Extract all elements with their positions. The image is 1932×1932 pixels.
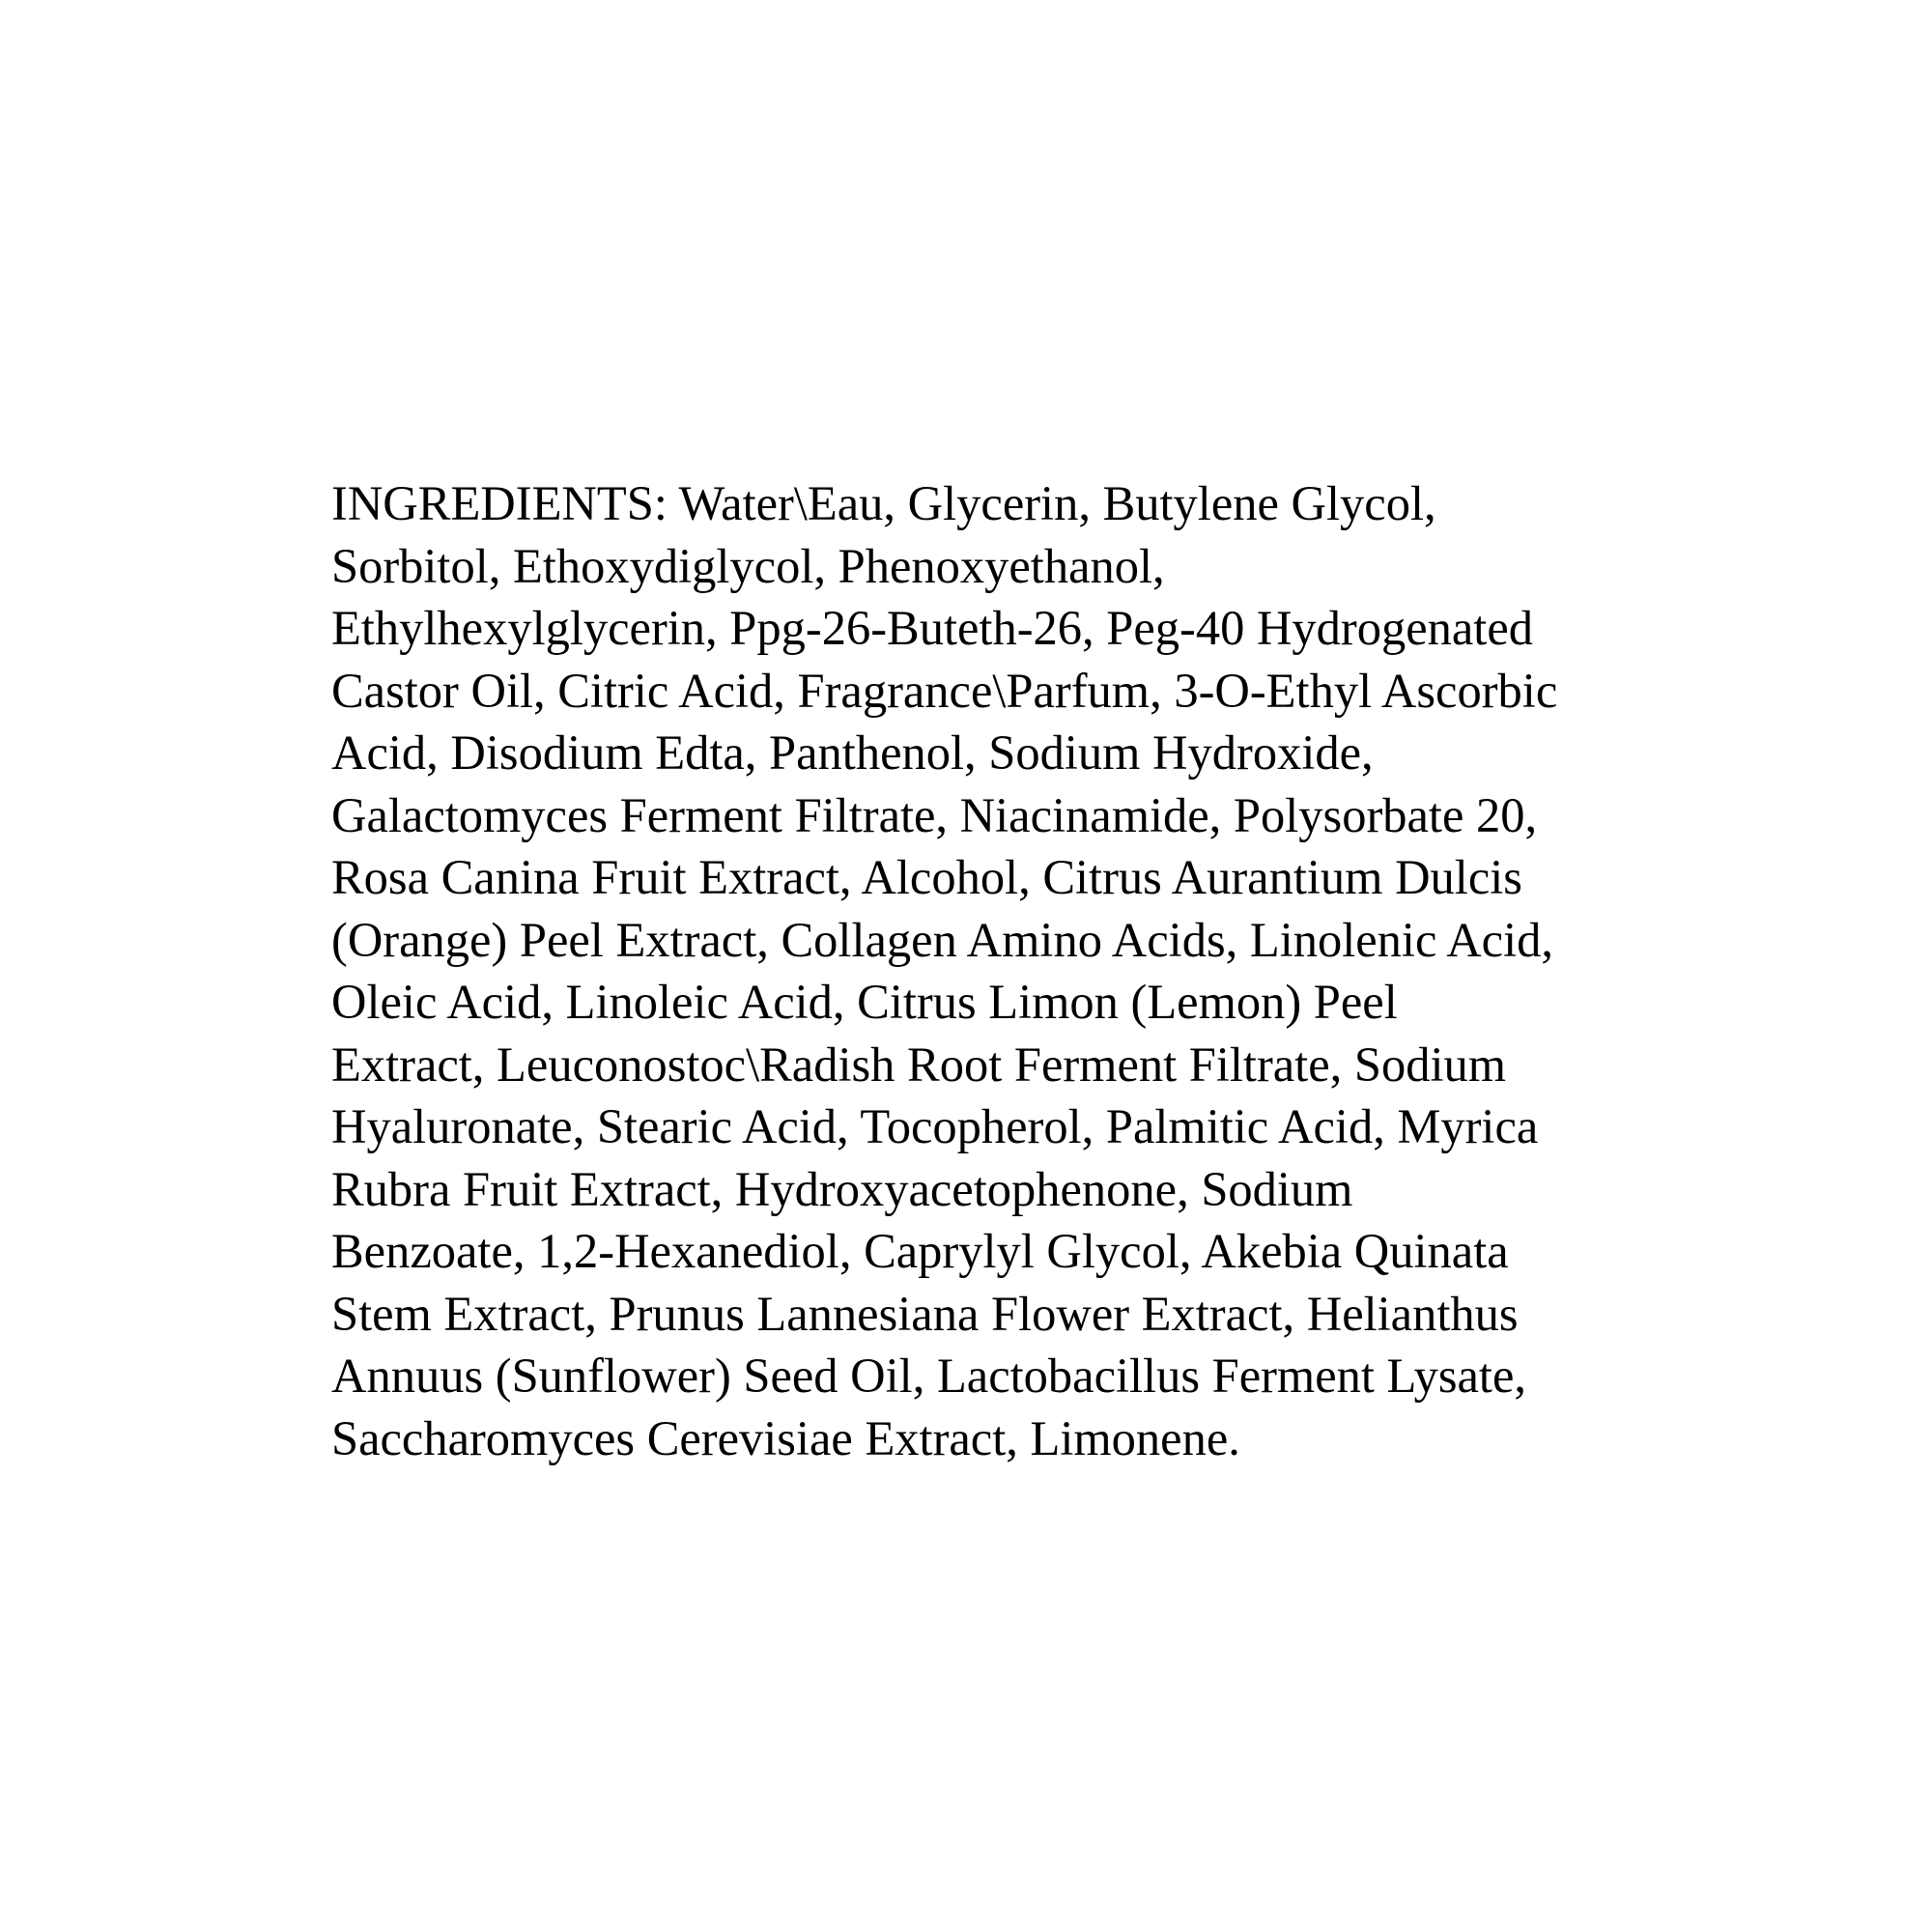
ingredients-line: Annuus (Sunflower) Seed Oil, Lactobacillus Ferment Lysate, <box>331 1349 1526 1403</box>
ingredients-line: Hyaluronate, Stearic Acid, Tocopherol, Palmitic Acid, Myrica <box>331 1099 1539 1153</box>
ingredients-line: INGREDIENTS: Water\Eau, Glycerin, Butylene Glycol, <box>331 476 1436 530</box>
ingredients-line: Stem Extract, Prunus Lannesiana Flower Extract, Helianthus <box>331 1286 1519 1341</box>
ingredients-line: (Orange) Peel Extract, Collagen Amino Acids, Linolenic Acid, <box>331 912 1553 967</box>
ingredients-line: Acid, Disodium Edta, Panthenol, Sodium Hydroxide, <box>331 725 1374 780</box>
ingredients-line: Saccharomyces Cerevisiae Extract, Limonene. <box>331 1410 1240 1465</box>
ingredients-line: Oleic Acid, Linoleic Acid, Citrus Limon (Lemon) Peel <box>331 975 1398 1029</box>
ingredients-line: Rosa Canina Fruit Extract, Alcohol, Citrus Aurantium Dulcis <box>331 850 1522 904</box>
ingredients-line: Sorbitol, Ethoxydiglycol, Phenoxyethanol, <box>331 538 1165 593</box>
ingredients-line: Benzoate, 1,2-Hexanediol, Caprylyl Glycol, Akebia Quinata <box>331 1224 1509 1278</box>
ingredients-line: Ethylhexylglycerin, Ppg-26-Buteth-26, Peg-40 Hydrogenated <box>331 601 1534 655</box>
ingredients-line: Castor Oil, Citric Acid, Fragrance\Parfum, 3-O-Ethyl Ascorbic <box>331 663 1558 718</box>
ingredients-line: Rubra Fruit Extract, Hydroxyacetophenone, Sodium <box>331 1161 1353 1216</box>
ingredients-list <box>331 472 1742 1469</box>
ingredients-line: Extract, Leuconostoc\Radish Root Ferment Filtrate, Sodium <box>331 1037 1507 1092</box>
ingredients-line: Galactomyces Ferment Filtrate, Niacinamide, Polysorbate 20, <box>331 787 1538 842</box>
